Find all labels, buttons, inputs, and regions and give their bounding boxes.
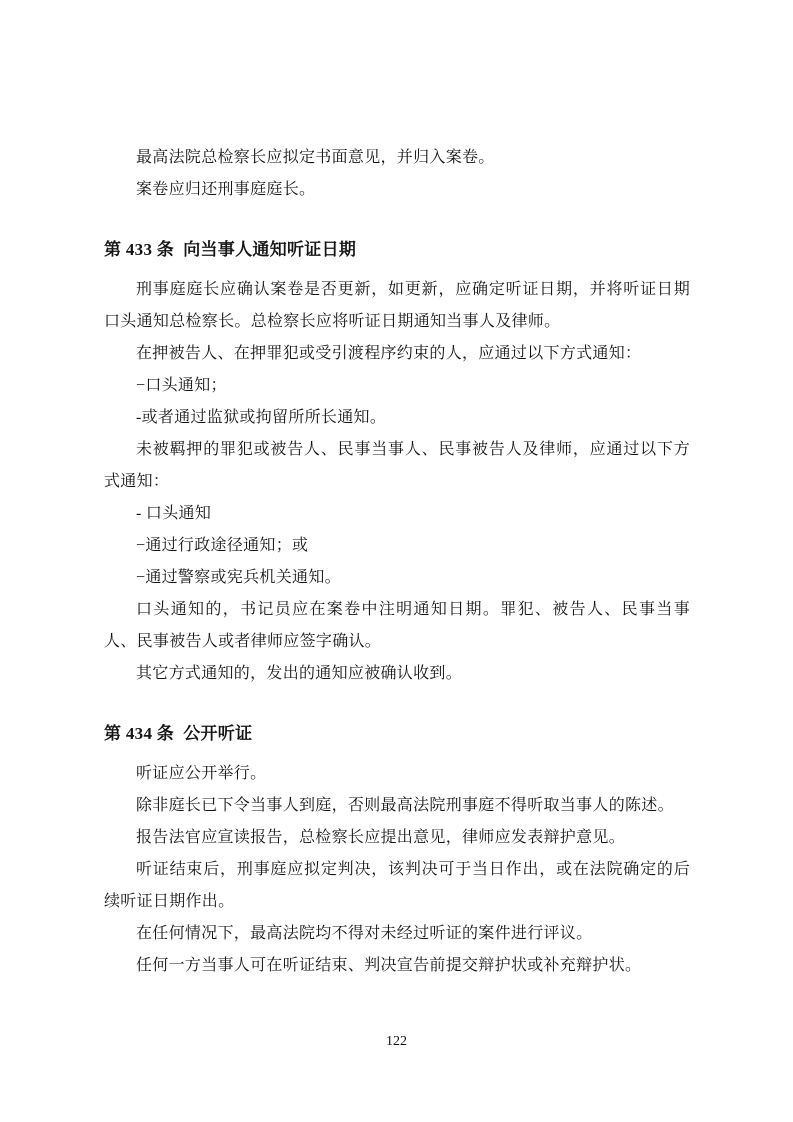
body-paragraph: 口头通知的，书记员应在案卷中注明通知日期。罪犯、被告人、民事当事人、民事被告人或者律师应签字确认。 [104, 601, 690, 650]
body-paragraph: 其它方式通知的，发出的通知应被确认收到。 [136, 665, 463, 682]
body-paragraph: 任何一方当事人可在听证结束、判决宣告前提交辩护状或补充辩护状。 [136, 957, 642, 974]
list-item-dash: −通过警察或宪兵机关通知。 [136, 569, 341, 586]
body-paragraph: 在任何情况下，最高法院均不得对未经过听证的案件进行评议。 [136, 925, 593, 942]
list-item-dash: -或者通过监狱或拘留所所长通知。 [136, 409, 387, 426]
article-434-heading: 第 434 条 公开听证 [104, 724, 253, 743]
intro-paragraph: 最高法院总检察长应拟定书面意见，并归入案卷。 [136, 149, 495, 166]
intro-paragraph: 案卷应归还刑事庭庭长。 [136, 181, 316, 198]
list-item-dash: −通过行政途径通知；或 [136, 537, 309, 554]
body-paragraph: 除非庭长已下令当事人到庭，否则最高法院刑事庭不得听取当事人的陈述。 [136, 797, 674, 814]
article-433-heading: 第 433 条 向当事人通知听证日期 [104, 240, 357, 259]
list-item-dash: −口头通知； [136, 377, 227, 394]
body-paragraph: 刑事庭庭长应确认案卷是否更新，如更新，应确定听证日期，并将听证日期口头通知总检察长。总检察长应将听证日期通知当事人及律师。 [104, 281, 690, 330]
body-paragraph: 听证应公开举行。 [136, 765, 267, 782]
list-item-dash: - 口头通知 [136, 505, 212, 522]
body-paragraph: 报告法官应宣读报告，总检察长应提出意见，律师应发表辩护意见。 [136, 829, 626, 846]
body-paragraph: 听证结束后，刑事庭应拟定判决，该判决可于当日作出，或在法院确定的后续听证日期作出。 [104, 861, 690, 910]
page-number: 122 [386, 1034, 407, 1049]
body-paragraph: 在押被告人、在押罪犯或受引渡程序约束的人，应通过以下方式通知： [136, 345, 642, 362]
document-body [104, 142, 690, 982]
body-paragraph: 未被羁押的罪犯或被告人、民事当事人、民事被告人及律师，应通过以下方式通知： [104, 441, 690, 490]
